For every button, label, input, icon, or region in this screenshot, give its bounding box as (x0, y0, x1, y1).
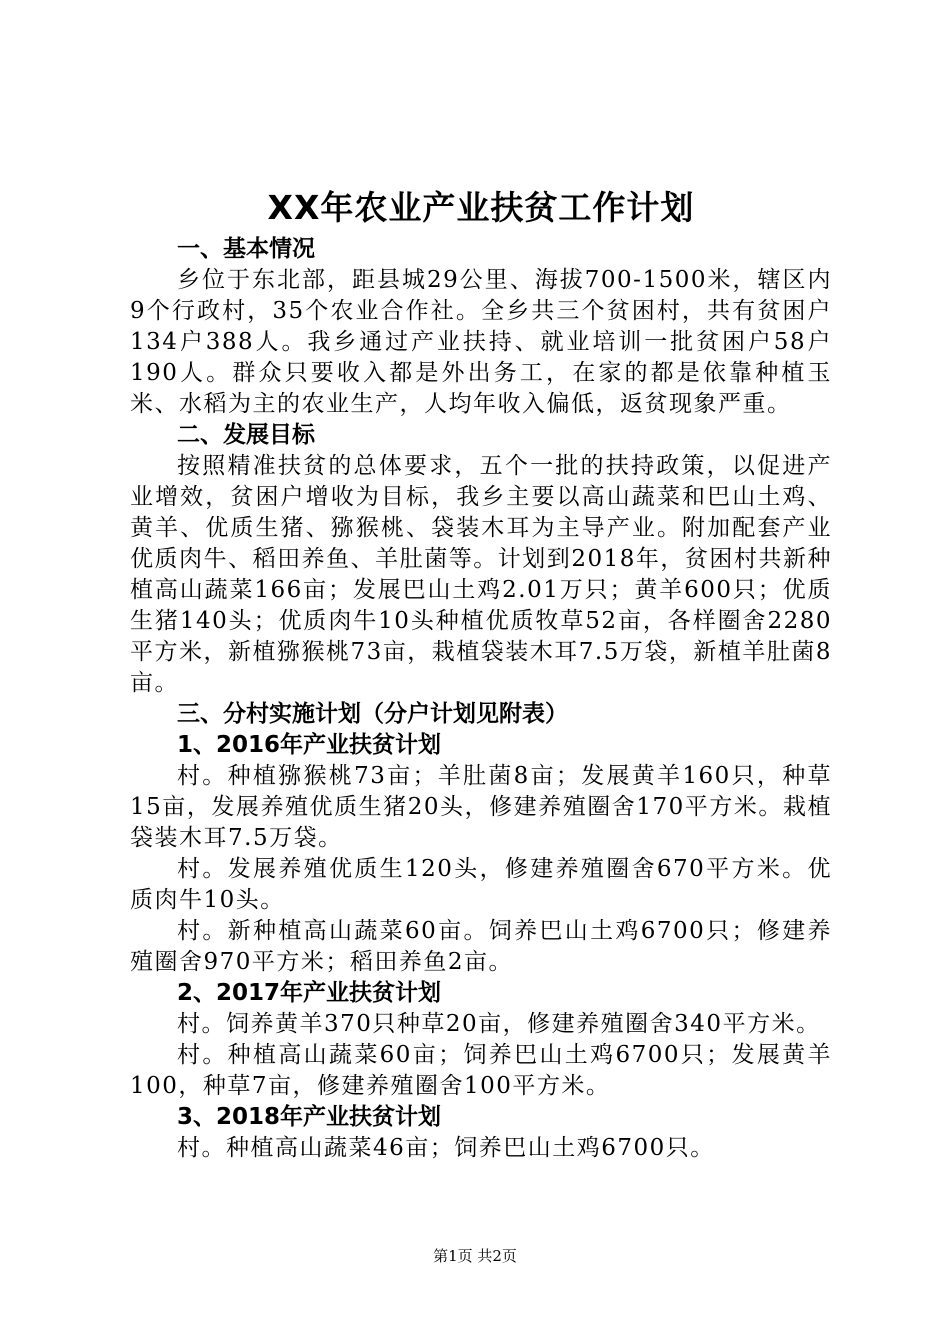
paragraph-basic-info: 乡位于东北部，距县城29公里、海拔700-1500米，辖区内9个行政村，35个农业合作社。全乡共三个贫困村，共有贫困户134户388人。我乡通过产业扶持、就业培训一批贫困户58户190人。群众只要收入都是外出务工，在家的都是依靠种植玉米、水稻为主的农业生产，人均年收入偏低，返贫现象严重。 (130, 267, 832, 417)
section-heading-goals: 二、发展目标 (177, 422, 315, 448)
paragraph-goals: 按照精准扶贫的总体要求，五个一批的扶持政策，以促进产业增效，贫困户增收为目标，我乡主要以高山蔬菜和巴山土鸡、黄羊、优质生猪、猕猴桃、袋装木耳为主导产业。附加配套产业优质肉牛、稻田养鱼、羊肚菌等。计划到2018年，贫困村共新种植高山蔬菜166亩；发展巴山土鸡2.01万只；黄羊600只；优质生猪140头；优质肉牛10头种植优质牧草52亩，各样圈舍2280平方米，新植猕猴桃73亩，栽植袋装木耳7.5万袋，新植羊肚菌8亩。 (130, 453, 832, 696)
section-heading-basic-info: 一、基本情况 (177, 236, 315, 262)
subheading-2018-plan: 3、2018年产业扶贫计划 (177, 1104, 442, 1130)
subheading-2017-plan: 2、2017年产业扶贫计划 (177, 980, 442, 1006)
subheading-2016-plan: 1、2016年产业扶贫计划 (177, 732, 442, 758)
paragraph-2017-village-b: 村。种植高山蔬菜60亩；饲养巴山土鸡6700只；发展黄羊100，种草7亩，修建养殖圈舍100平方米。 (130, 1042, 832, 1099)
document-title: XX年农业产业扶贫工作计划 (267, 188, 695, 227)
paragraph-2017-village-a: 村。饲养黄羊370只种草20亩，修建养殖圈舍340平方米。 (177, 1011, 821, 1037)
section-heading-village-plan: 三、分村实施计划（分户计划见附表） (177, 701, 568, 727)
paragraph-2016-village-a: 村。种植猕猴桃73亩；羊肚菌8亩；发展黄羊160只，种草15亩，发展养殖优质生猪20头，修建养殖圈舍170平方米。栽植袋装木耳7.5万袋。 (130, 763, 832, 851)
paragraph-2018-village-a: 村。种植高山蔬菜46亩；饲养巴山土鸡6700只。 (177, 1135, 715, 1161)
document-page (130, 186, 832, 1164)
paragraph-2016-village-b: 村。发展养殖优质生120头，修建养殖圈舍670平方米。优质肉牛10头。 (130, 856, 832, 913)
paragraph-2016-village-c: 村。新种植高山蔬菜60亩。饲养巴山土鸡6700只；修建养殖圈舍970平方米；稻田养鱼2亩。 (130, 918, 832, 975)
page-footer: 第1页 共2页 (433, 1247, 517, 1265)
